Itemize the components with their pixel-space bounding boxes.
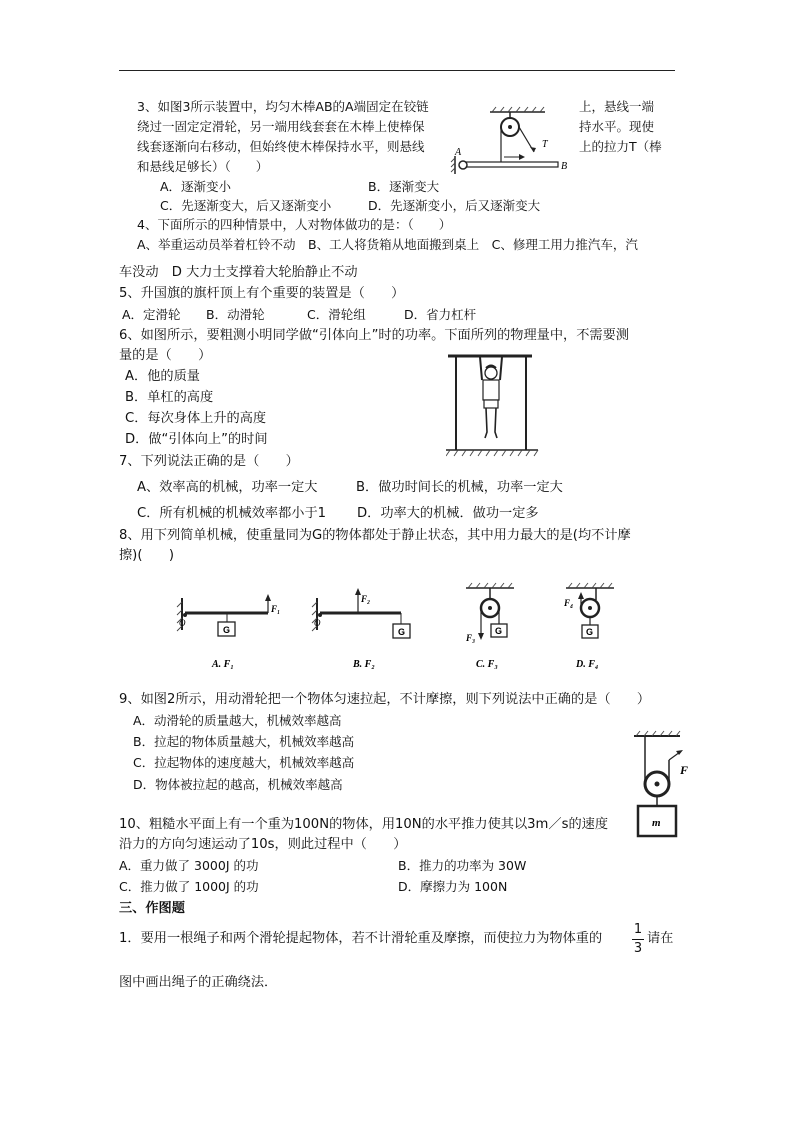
q8a-o-label: O: [179, 618, 186, 628]
q6-option-c: C．每次身体上升的高度: [125, 411, 267, 426]
q8-figure-pulley-d: [560, 580, 630, 672]
q8-caption-a: A. F₁: [212, 659, 234, 670]
q8b-o-label: O: [314, 618, 321, 628]
q9-stem: 9、如图2所示，用动滑轮把一个物体匀速拉起，不计摩擦，则下列说法中正确的是（ ）: [119, 692, 651, 707]
q3-line4: 和悬线足够长）（ ）: [137, 159, 269, 174]
q6-option-a: A．他的质量: [125, 369, 200, 384]
q6-stem-line1: 6、如图所示，要粗测小明同学做“引体向上”时的功率。下面所列的物理量中，不需要测: [119, 328, 629, 343]
q8c-g-label: G: [495, 626, 503, 636]
q8-figure-lever-a: [176, 580, 286, 672]
q3-line2: 绕过一固定定滑轮，另一端用线套套在木棒上使棒保: [137, 119, 425, 134]
q10-option-d: D．摩擦力为 100N: [398, 879, 508, 894]
section-title: 三、作图题: [119, 901, 185, 916]
q3-option-a: A．逐渐变小: [160, 179, 232, 194]
q10-stem-line1: 10、粗糙水平面上有一个重为100N的物体，用10N的水平推力使其以3m／s的速度: [119, 817, 609, 832]
q9-option-c: C．拉起物体的速度越大，机械效率越高: [133, 755, 355, 770]
q8-caption-d: D. F₄: [576, 659, 599, 670]
fraction-numerator: 1: [633, 922, 643, 937]
q4-options-cont: 车没动 D 大力士支撑着大轮胎静止不动: [119, 265, 358, 280]
q8-figure-fixed-pulley-c: [462, 580, 532, 672]
top-rule: [119, 70, 675, 71]
q8b-g-label: G: [398, 627, 406, 637]
q4-stem: 4、下面所示的四种情景中，人对物体做功的是：（ ）: [137, 217, 452, 232]
fraction-bar: [632, 939, 644, 940]
q3-line3-right: 上的拉力T（棒: [579, 139, 662, 154]
q5-option-a: A．定滑轮: [122, 307, 181, 322]
q3-line2-right: 持水平。现使: [579, 119, 655, 134]
q10-option-a: A．重力做了 3000J 的功: [119, 858, 259, 873]
q8-caption-c: C. F₃: [476, 659, 498, 670]
q3-line1: 3、如图3所示装置中，均匀木棒AB的A端固定在铰链: [137, 99, 429, 114]
q8d-g-label: G: [586, 627, 594, 637]
q6-option-d: D．做“引体向上”的时间: [125, 432, 268, 447]
q10-stem-line2: 沿力的方向匀速运动了10s，则此过程中（ ）: [119, 837, 407, 852]
q8c-force-label: F₃: [466, 633, 476, 643]
q3-fig-label-a: A: [455, 147, 462, 158]
q3-fig-label-b: B: [561, 161, 568, 172]
q8a-g-label: G: [223, 625, 231, 635]
q4-options: A、举重运动员举着杠铃不动 B、工人将货箱从地面搬到桌上 C、修理工用力推汽车，汽: [137, 237, 638, 252]
q9-figure-movable-pulley: [630, 730, 700, 840]
q5-option-d: D．省力杠杆: [404, 307, 477, 322]
q3-option-b: B．逐渐变大: [368, 179, 440, 194]
q7-option-c: C．所有机械的机械效率都小于1: [137, 506, 327, 521]
q7-option-b: B．做功时间长的机械，功率一定大: [356, 480, 563, 495]
q7-option-a: A、效率高的机械，功率一定大: [137, 480, 318, 495]
q3-line1-right: 上，悬线一端: [579, 99, 655, 114]
q5-stem: 5、升国旗的旗杆顶上有个重要的装置是（ ）: [119, 286, 405, 301]
q5-option-b: B．动滑轮: [206, 307, 265, 322]
q3-option-d: D．先逐渐变小，后又逐渐变大: [368, 198, 541, 213]
q7-option-d: D．功率大的机械．做功一定多: [357, 506, 539, 521]
q3-option-c: C．先逐渐变大，后又逐渐变小: [160, 198, 332, 213]
q8a-force-label: F₁: [271, 604, 281, 614]
q9-fig-label-f: F: [680, 763, 689, 777]
section3-q1-tail: 请在: [647, 931, 674, 946]
section3-q1-line1: 1．要用一根绳子和两个滑轮提起物体，若不计滑轮重及摩擦，而使拉力为物体重的: [119, 931, 603, 946]
q8b-force-label: F₂: [361, 594, 371, 604]
q10-option-b: B．推力的功率为 30W: [398, 858, 527, 873]
q3-figure-pulley-beam: [450, 100, 575, 180]
fraction-denominator: 3: [633, 941, 643, 956]
q10-option-c: C．推力做了 1000J 的功: [119, 879, 259, 894]
q8-stem-line1: 8、用下列简单机械，使重量同为G的物体都处于静止状态，其中用力最大的是(均不计摩: [119, 528, 631, 543]
q8-figure-lever-b: [311, 580, 421, 672]
q8d-force-label: F₄: [564, 598, 574, 608]
q5-option-c: C．滑轮组: [307, 307, 366, 322]
q6-figure-pull-up: [446, 352, 541, 460]
q6-option-b: B．单杠的高度: [125, 390, 214, 405]
section3-q1-line2: 图中画出绳子的正确绕法．: [119, 975, 278, 990]
q9-option-a: A．动滑轮的质量越大，机械效率越高: [133, 713, 342, 728]
q6-stem-line2: 量的是（ ）: [119, 348, 212, 363]
q9-option-d: D．物体被拉起的越高，机械效率越高: [133, 777, 343, 792]
q8-stem-line2: 擦)( ): [119, 548, 174, 563]
q3-line3: 线套逐渐向右移动，但始终使木棒保持水平，则悬线: [137, 139, 425, 154]
q8-caption-b: B. F₂: [353, 659, 375, 670]
q9-option-b: B．拉起的物体质量越大，机械效率越高: [133, 734, 355, 749]
q9-fig-label-m: m: [652, 817, 661, 829]
q3-fig-label-t: T: [542, 139, 548, 150]
q7-stem: 7、下列说法正确的是（ ）: [119, 454, 299, 469]
